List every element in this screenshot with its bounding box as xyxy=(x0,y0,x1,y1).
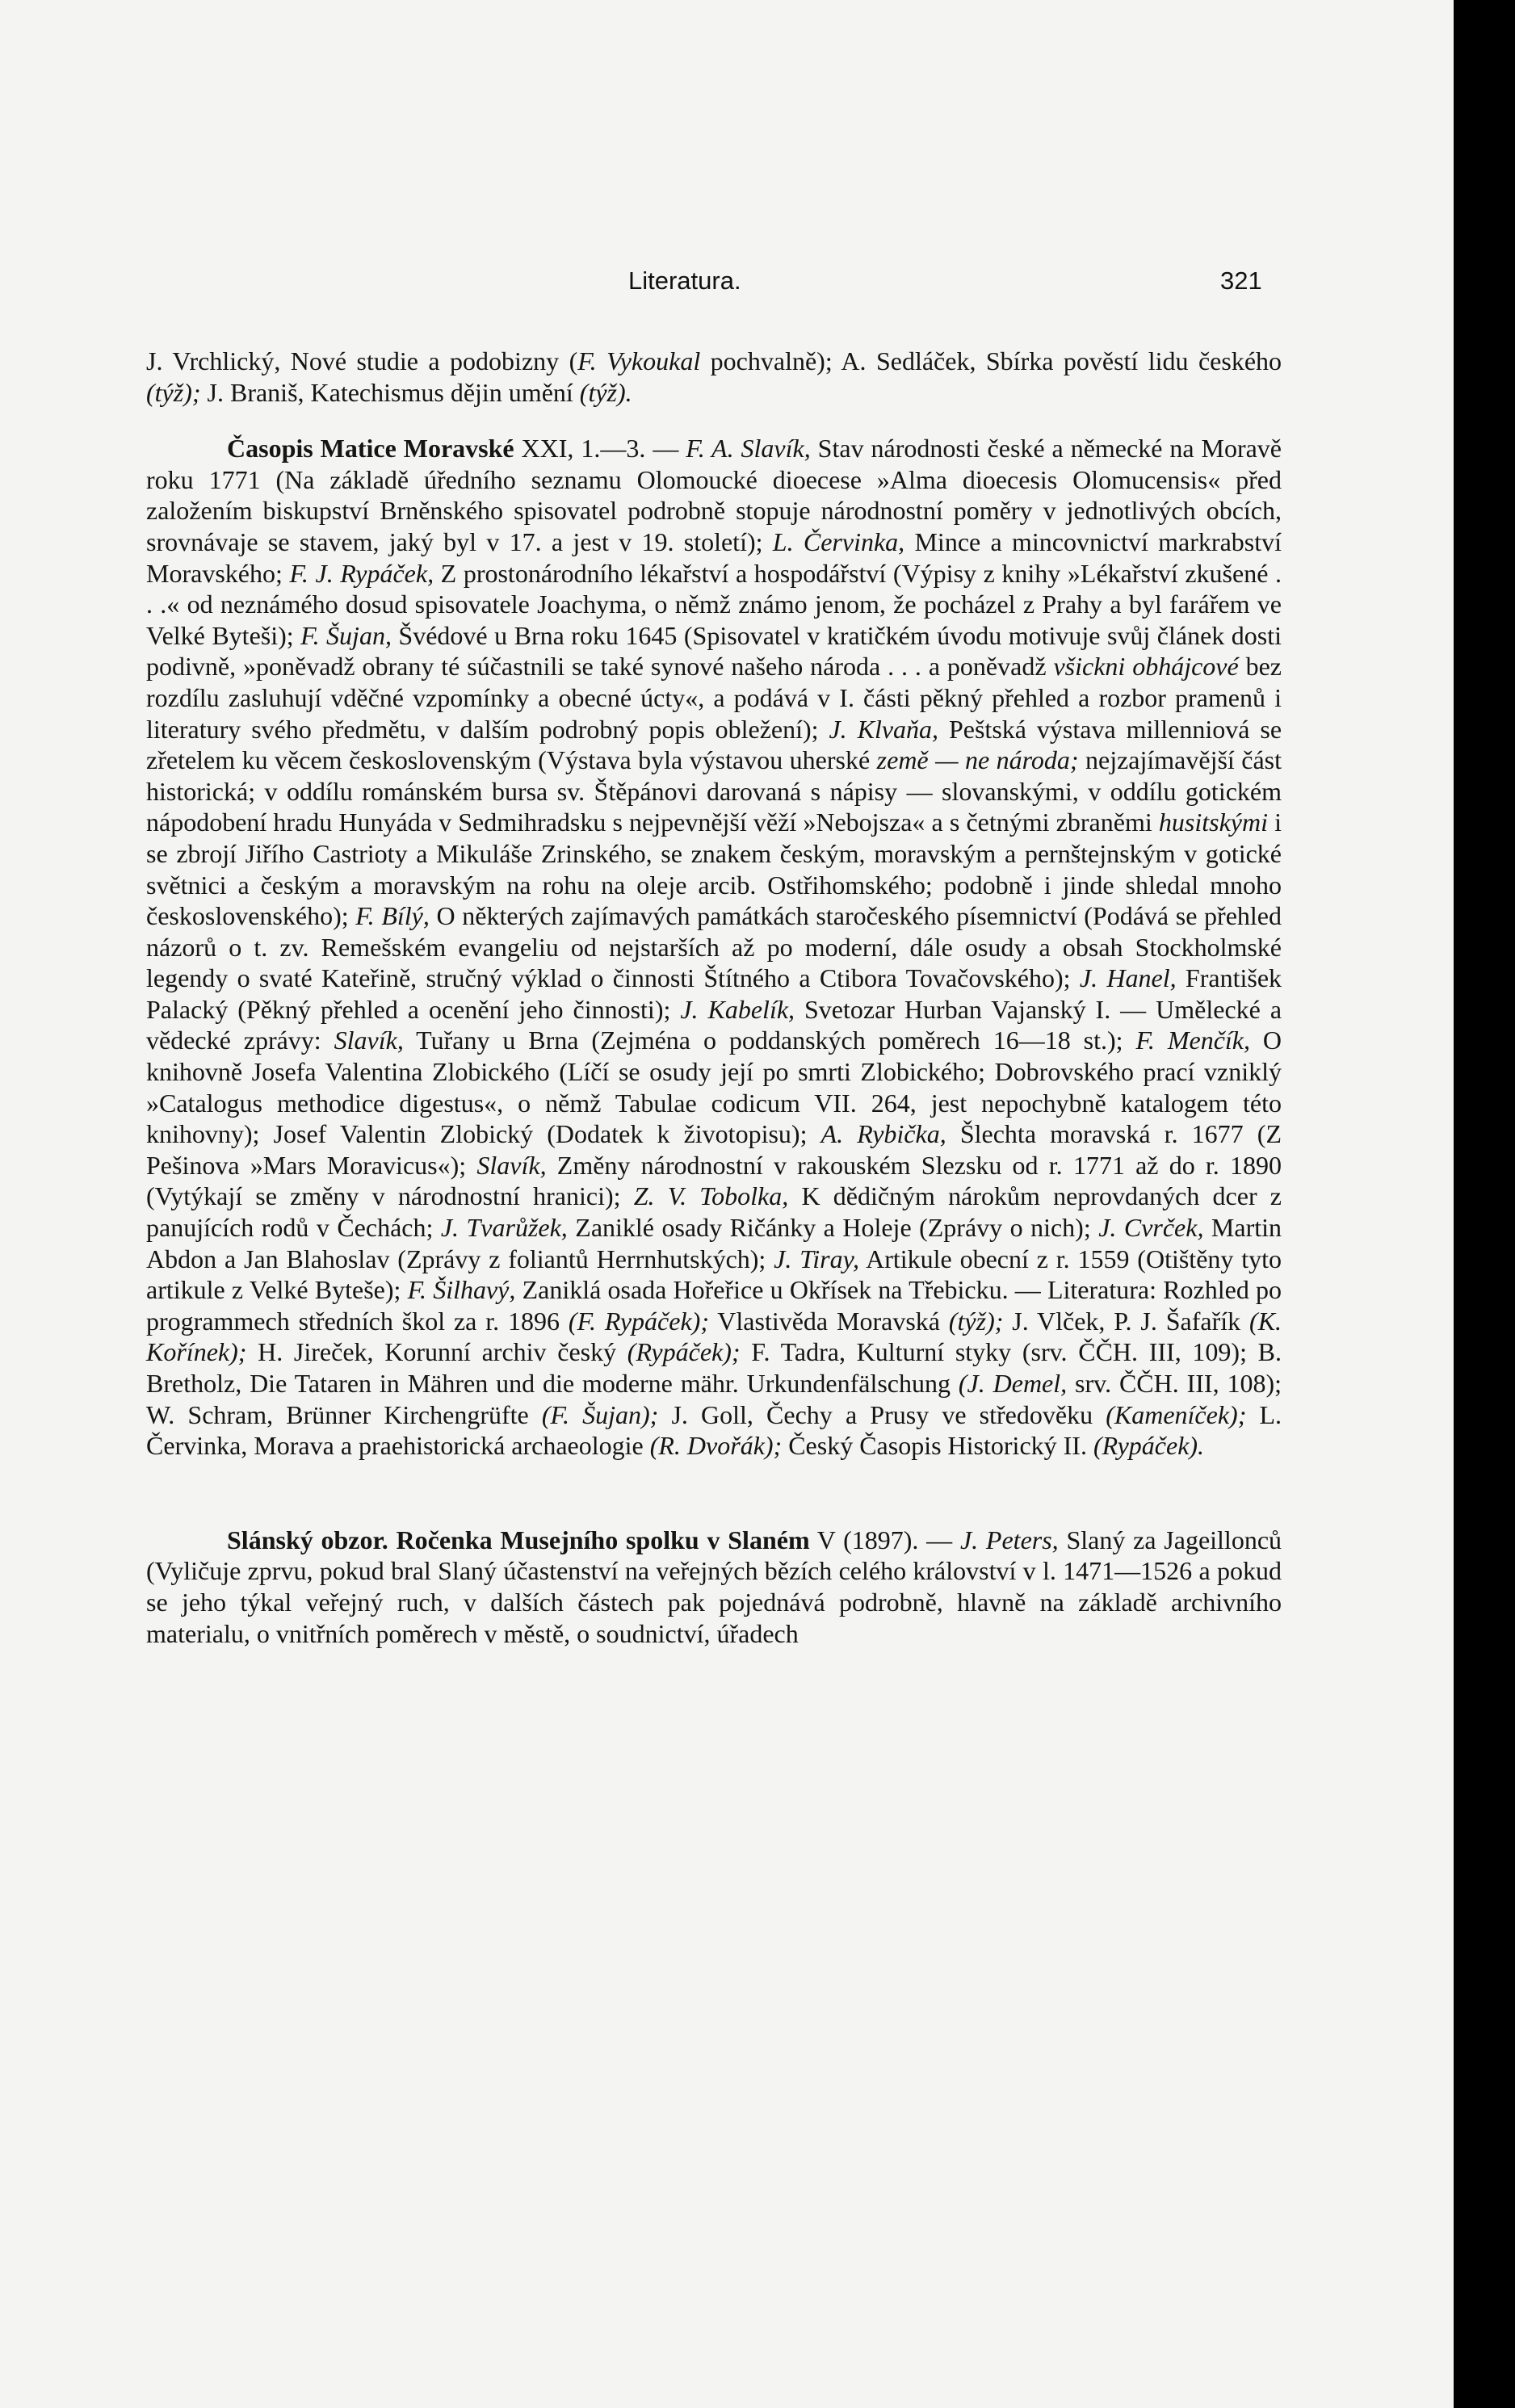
text-run: J. Vrchlický, Nové studie a podobizny ( xyxy=(146,346,578,375)
italic-citation: (Rypáček). xyxy=(1093,1431,1205,1461)
text-run: Tuřany u Brna (Zejména o poddanských poměrech 16—18 st.); xyxy=(403,1026,1136,1055)
italic-citation: A. Rybička, xyxy=(820,1119,946,1149)
italic-citation: všickni obhájcové xyxy=(1053,652,1239,682)
italic-citation: J. Kabelík, xyxy=(680,994,795,1024)
text-run: XXI, 1.—3. — xyxy=(514,434,686,464)
italic-citation: (J. Demel, xyxy=(958,1369,1068,1398)
text-run: J. Braniš, Katechismus dějin umění xyxy=(200,377,580,407)
italic-citation: země — ne národa; xyxy=(876,745,1079,775)
italic-citation: (týž); xyxy=(948,1306,1004,1336)
italic-citation: F. Šilhavý, xyxy=(407,1275,516,1305)
italic-citation: (týž); xyxy=(146,377,201,407)
text-run: O některých zajímavých památkách staročeského písemnictví (Podává se přehled názorů o t. zv. Remešském evangeliu od nejstarších až po moderní, dále osudy a obsah Stockholmské legendy o svaté Kateřině, stručný výklad o činnosti Štítného a Ctibora Tovačovského); xyxy=(146,901,1282,993)
italic-citation: J. Peters, xyxy=(959,1525,1059,1554)
text-run: O knihovně Josefa Valentina Zlobického (Líčí se osudy její po smrti Zlobického; Dobrovského prací vzniklý »Catalogus methodice digestus«, o němž Tabulae codicum VII. 264, jest nepochybně katalogem této knihovny); Josef Valentin Zlobický (Dodatek k životopisu); xyxy=(146,1026,1282,1149)
text-run: bez rozdílu zasluhují vděčné vzpomínky a obecné úcty«, a podává v I. části pěkný přehled a rozbor pramenů i literatury svého předmětu, v dalším podrobný popis obležení); xyxy=(146,652,1282,744)
text-run: i se zbrojí Jiřího Castrioty a Mikuláše Zrinského, se znakem českým, moravským a pernštejnským v gotické světnici a českým a moravským na rohu na oleje arcib. Ostřihomského; podobně i jinde shledal mnoho československého); xyxy=(146,808,1282,931)
text-run: Šlechta moravská r. 1677 (Z Pešinova »Mars Moravicus«); xyxy=(146,1119,1282,1180)
italic-citation: F. Menčík, xyxy=(1135,1026,1250,1055)
italic-citation: husitskými xyxy=(1158,808,1268,837)
text-run: Z prostonárodního lékařství a hospodářství (Výpisy z knihy »Lékařství zkušené . . .« od neznámého dosud spisovatele Joachyma, o němž známo jenom, že pocházel z Prahy a byl farářem ve Velké Byteši); xyxy=(146,558,1282,650)
italic-citation: Z. V. Tobolka, xyxy=(633,1181,789,1211)
italic-citation: (K. Kořínek); xyxy=(146,1306,1282,1367)
body-text xyxy=(146,346,1282,1649)
text-run: J. Goll, Čechy a Prusy ve středověku xyxy=(658,1399,1106,1429)
italic-citation: F. Bílý, xyxy=(355,901,430,931)
italic-citation: J. Tiray, xyxy=(774,1244,860,1273)
text-run: Český Časopis Historický II. xyxy=(782,1431,1093,1461)
italic-citation: J. Tvarůžek, xyxy=(440,1213,568,1243)
text-run: Slaný za Jageillonců (Vyličuje zprvu, pokud bral Slaný účastenství na veřejných bězích celého království v l. 1471—1526 a pokud se jeho týkal veřejný ruch, v dalších částech pak pojednává podrobně, hlavně na základě archivního materialu, o vnitřních poměrech v městě, o soudnictví, úřadech xyxy=(146,1525,1282,1648)
text-run: Zaniklá osada Hořeřice u Okřísek na Třebicku. — Literatura: Rozhled po programmech středních škol za r. 1896 xyxy=(146,1275,1282,1336)
page-header xyxy=(0,266,1454,307)
text-run: Artikule obecní z r. 1559 (Otištěny tyto artikule z Velké Byteše); xyxy=(146,1244,1282,1305)
italic-citation: Slavík, xyxy=(334,1026,404,1055)
text-run: Svetozar Hurban Vajanský I. — Umělecké a vědecké zprávy: xyxy=(146,994,1282,1055)
italic-citation: F. J. Rypáček, xyxy=(289,558,434,588)
italic-citation: J. Klvaňa, xyxy=(829,714,939,744)
text-run: nejzajímavější část historická; v oddílu románském bursa sv. Štěpánovi darovaná s nápisy — slovanskými, v oddílu gotickém nápodobení hradu Hunyáda v Sedmihradsku s nejpevnější věží »Nebojsza« a s četnými zbraněmi xyxy=(146,745,1282,837)
paragraph-slansky-obzor xyxy=(146,1525,1282,1649)
text-run: Zaniklé osady Ričánky a Holeje (Zprávy o nich); xyxy=(567,1213,1099,1243)
page-number: 321 xyxy=(1220,266,1262,295)
italic-citation: Slavík, xyxy=(476,1150,547,1180)
paragraph-continuation xyxy=(146,346,1282,408)
text-run: Peštská výstava millenniová se zřetelem ku věcem československým (Výstava byla výstavou uherské xyxy=(146,714,1282,775)
text-run: F. Tadra, Kulturní styky (srv. ČČH. III, 109); B. Bretholz, Die Tataren in Mähren und die moderne mähr. Urkundenfälschung xyxy=(146,1337,1282,1398)
text-run: H. Jireček, Korunní archiv český xyxy=(246,1337,627,1367)
text-run: Vlastivěda Moravská xyxy=(708,1306,949,1336)
italic-citation: (Kameníček); xyxy=(1106,1399,1247,1429)
text-run: Změny národnostní v rakouském Slezsku od r. 1771 až do r. 1890 (Vytýkají se změny v národnostní hranici); xyxy=(146,1150,1282,1211)
text-run: V (1897). — xyxy=(809,1525,960,1554)
text-run: L. Červinka, Morava a praehistorická archaeologie xyxy=(146,1399,1282,1461)
italic-citation: F. Vykoukal xyxy=(577,346,701,375)
italic-citation: (F. Šujan); xyxy=(541,1399,659,1429)
text-run: pochvalně); A. Sedláček, Sbírka pověstí lidu českého xyxy=(700,346,1282,375)
italic-citation: (Rypáček); xyxy=(627,1337,741,1367)
italic-citation: (F. Rypáček); xyxy=(568,1306,709,1336)
italic-citation: J. Cvrček, xyxy=(1098,1213,1204,1243)
text-run: srv. ČČH. III, 108); W. Schram, Brünner Kirchengrüfte xyxy=(146,1369,1282,1429)
running-title: Literatura. xyxy=(628,266,741,295)
paragraph-casopis-matice-moravske xyxy=(146,433,1282,1462)
journal-title: Slánský obzor. Ročenka Musejního spolku v Slaném xyxy=(227,1525,810,1554)
text-run: J. Vlček, P. J. Šafařík xyxy=(1003,1306,1250,1336)
text-run: Švédové u Brna roku 1645 (Spisovatel v kratičkém úvodu motivuje svůj článek dosti podivně, »poněvadž obrany té súčastnili se také synové našeho národa . . . a poněvadž xyxy=(146,620,1282,682)
text-run: K dědičným nárokům neprovdaných dcer z panujících rodů v Čechách; xyxy=(146,1181,1282,1243)
italic-citation: (týž). xyxy=(579,377,632,407)
text-run: František Palacký (Pěkný přehled a ocenění jeho činnosti); xyxy=(146,963,1282,1024)
journal-title: Časopis Matice Moravské xyxy=(227,434,514,464)
text-run: Mince a mincovnictví markrabství Moravského; xyxy=(146,526,1282,588)
italic-citation: F. Šujan, xyxy=(300,620,392,650)
italic-citation: F. A. Slavík, xyxy=(686,434,811,464)
italic-citation: J. Hanel, xyxy=(1079,963,1177,993)
text-run: Stav národnosti české a německé na Moravě roku 1771 (Na základě úředního seznamu Olomoucké dioecese »Alma dioecesis Olomucensis« před založením biskupství Brněnského spisovatel podrobně stopuje národnostní poměry v jednotlivých obcích, srovnávaje se stavem, jaký byl v 17. a jest v 19. století); xyxy=(146,434,1282,556)
text-run: Martin Abdon a Jan Blahoslav (Zprávy z foliantů Herrnhutských); xyxy=(146,1213,1282,1273)
italic-citation: L. Červinka, xyxy=(772,526,905,556)
italic-citation: (R. Dvořák); xyxy=(649,1431,783,1461)
